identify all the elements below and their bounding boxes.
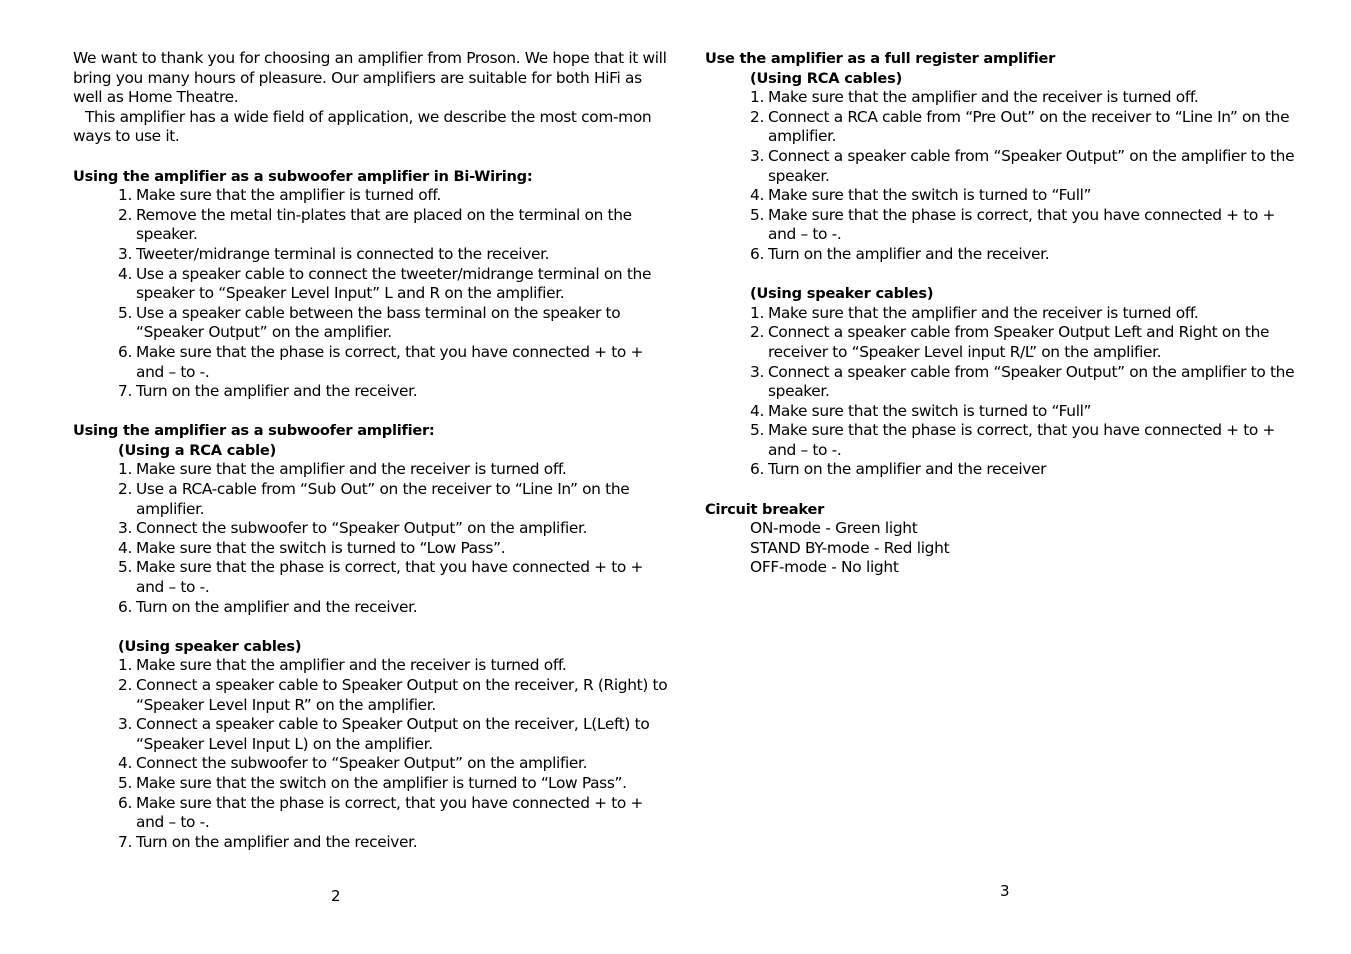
- step-item: [118, 186, 668, 206]
- step-number: 7.: [118, 832, 132, 851]
- step-number: 5.: [750, 421, 764, 440]
- step-text: Make sure that the switch is turned to “Low Pass”.: [136, 538, 506, 557]
- step-item: [118, 539, 668, 559]
- step-text: Make sure that the amplifier and the receiver is turned off.: [136, 460, 567, 479]
- step-number: 2.: [750, 323, 764, 342]
- step-text: Make sure that the phase is correct, that you have connected + to + and – to -.: [768, 205, 1276, 244]
- step-item: [750, 304, 1295, 324]
- step-number: 3.: [118, 519, 132, 538]
- step-text: Turn on the amplifier and the receiver.: [136, 597, 418, 616]
- step-item: [750, 402, 1295, 422]
- step-number: 3.: [118, 715, 132, 734]
- step-item: [118, 480, 668, 519]
- step-text: Connect a speaker cable from “Speaker Output” on the amplifier to the speaker.: [768, 362, 1295, 401]
- subwoofer-heading: Using the amplifier as a subwoofer amplifier:: [73, 422, 435, 440]
- step-text: Connect the subwoofer to “Speaker Output” on the amplifier.: [136, 754, 588, 773]
- step-item: [118, 598, 668, 618]
- subwoofer-rca-steps: [118, 460, 668, 617]
- circuit-breaker-modes: [750, 519, 1295, 578]
- intro: [73, 49, 668, 147]
- step-item: [118, 245, 668, 265]
- step-text: Connect a speaker cable to Speaker Output on the receiver, R (Right) to “Speaker Level Input R” on the amplifier.: [136, 676, 668, 714]
- step-text: Make sure that the switch is turned to “Full”: [768, 401, 1092, 420]
- step-item: [118, 304, 668, 343]
- full-register-heading: Use the amplifier as a full register amplifier: [705, 50, 1056, 67]
- step-number: 4.: [750, 401, 764, 420]
- step-item: [118, 676, 668, 715]
- step-number: 5.: [118, 303, 132, 322]
- step-item: [118, 206, 668, 245]
- step-number: 6.: [118, 342, 132, 361]
- step-number: 3.: [118, 244, 132, 263]
- step-number: 2.: [118, 205, 132, 224]
- step-item: [118, 656, 668, 676]
- step-item: [118, 382, 668, 402]
- step-item: [750, 363, 1295, 402]
- step-item: [118, 833, 668, 853]
- step-item: [118, 558, 668, 597]
- step-number: 6.: [750, 244, 764, 263]
- page-number-left: 2: [331, 887, 341, 905]
- step-text: Make sure that the phase is correct, that you have connected + to + and – to -.: [136, 793, 644, 832]
- step-text: Connect a speaker cable to Speaker Output on the receiver, L(Left) to “Speaker Level Input L) on the amplifier.: [136, 715, 650, 753]
- step-number: 3.: [750, 146, 764, 165]
- step-text: Make sure that the phase is correct, that you have connected + to + and – to -.: [768, 421, 1276, 459]
- subwoofer-speaker-steps: [118, 656, 668, 852]
- step-text: Use a speaker cable between the bass terminal on the speaker to “Speaker Output” on the amplifier.: [136, 303, 621, 342]
- step-number: 1.: [118, 656, 132, 675]
- step-number: 1.: [118, 186, 132, 205]
- page-number-right: 3: [1000, 882, 1010, 900]
- circuit-breaker-mode: ON-mode - Green light: [750, 519, 918, 538]
- step-text: Turn on the amplifier and the receiver.: [136, 832, 418, 851]
- full-speaker-steps: [750, 304, 1295, 480]
- step-number: 1.: [118, 460, 132, 479]
- step-number: 4.: [118, 264, 132, 283]
- step-number: 1.: [750, 303, 764, 322]
- step-text: Make sure that the amplifier and the receiver is turned off.: [768, 88, 1199, 107]
- step-number: 2.: [750, 107, 764, 126]
- biwiring-heading: Using the amplifier as a subwoofer amplifier in Bi-Wiring:: [73, 167, 533, 185]
- intro-paragraph: We want to thank you for choosing an amplifier from Proson. We hope that it will bring you many hours of pleasure. Our amplifiers are suitable for both HiFi as well as Home Theatre.: [73, 49, 667, 107]
- step-item: [118, 754, 668, 774]
- step-text: Make sure that the switch on the amplifier is turned to “Low Pass”.: [136, 773, 627, 792]
- step-text: Use a speaker cable to connect the tweeter/midrange terminal on the speaker to “Speaker Level Input” L and R on the amplifier.: [136, 264, 652, 303]
- full-rca-heading: (Using RCA cables): [750, 69, 903, 87]
- step-number: 1.: [750, 88, 764, 107]
- right-page: [705, 49, 1295, 578]
- step-item: [750, 147, 1295, 186]
- step-number: 3.: [750, 362, 764, 381]
- step-text: Make sure that the amplifier is turned off.: [136, 186, 441, 205]
- circuit-breaker-mode: OFF-mode - No light: [750, 558, 899, 577]
- step-item: [118, 774, 668, 794]
- step-item: [750, 108, 1295, 147]
- circuit-breaker-heading: Circuit breaker: [705, 500, 825, 518]
- step-text: Make sure that the phase is correct, that you have connected + to + and – to -.: [136, 342, 644, 381]
- step-item: [118, 794, 668, 833]
- full-speaker-heading: (Using speaker cables): [750, 285, 934, 303]
- step-text: Make sure that the amplifier and the receiver is turned off.: [136, 656, 567, 675]
- step-number: 6.: [118, 793, 132, 812]
- step-number: 6.: [118, 597, 132, 616]
- step-item: [118, 343, 668, 382]
- step-text: Connect a RCA cable from “Pre Out” on the receiver to “Line In” on the amplifier.: [768, 107, 1290, 146]
- step-text: Make sure that the amplifier and the receiver is turned off.: [768, 303, 1199, 322]
- step-number: 7.: [118, 382, 132, 401]
- step-number: 4.: [118, 538, 132, 557]
- intro-paragraph: This amplifier has a wide field of application, we describe the most com-mon ways to use it.: [73, 107, 652, 146]
- biwiring-steps: [118, 186, 668, 402]
- step-text: Turn on the amplifier and the receiver.: [768, 244, 1050, 263]
- subwoofer-speaker-heading: (Using speaker cables): [118, 637, 302, 655]
- step-number: 2.: [118, 480, 132, 499]
- step-text: Connect a speaker cable from Speaker Output Left and Right on the receiver to “Speaker Level input R/L” on the amplifier.: [768, 323, 1270, 361]
- step-text: Make sure that the phase is correct, that you have connected + to + and – to -.: [136, 558, 644, 597]
- step-text: Tweeter/midrange terminal is connected to the receiver.: [136, 244, 550, 263]
- step-number: 5.: [118, 558, 132, 577]
- step-number: 5.: [750, 205, 764, 224]
- step-number: 2.: [118, 676, 132, 694]
- step-item: [118, 265, 668, 304]
- step-item: [750, 88, 1295, 108]
- step-item: [750, 421, 1295, 460]
- step-item: [750, 206, 1295, 245]
- step-item: [750, 245, 1295, 265]
- step-item: [750, 460, 1295, 480]
- step-text: Make sure that the switch is turned to “Full”: [768, 186, 1092, 205]
- full-rca-steps: [750, 88, 1295, 264]
- step-text: Connect the subwoofer to “Speaker Output” on the amplifier.: [136, 519, 588, 538]
- step-text: Turn on the amplifier and the receiver: [768, 460, 1047, 479]
- step-number: 4.: [750, 186, 764, 205]
- step-text: Use a RCA-cable from “Sub Out” on the receiver to “Line In” on the amplifier.: [136, 480, 630, 518]
- step-item: [750, 323, 1295, 362]
- step-item: [118, 715, 668, 754]
- step-item: [118, 519, 668, 539]
- step-number: 5.: [118, 773, 132, 792]
- step-number: 4.: [118, 754, 132, 773]
- step-text: Turn on the amplifier and the receiver.: [136, 382, 418, 401]
- step-text: Remove the metal tin-plates that are placed on the terminal on the speaker.: [136, 205, 632, 244]
- step-number: 6.: [750, 460, 764, 479]
- step-item: [118, 460, 668, 480]
- left-page: [73, 49, 668, 852]
- step-text: Connect a speaker cable from “Speaker Output” on the amplifier to the speaker.: [768, 146, 1295, 185]
- step-item: [750, 186, 1295, 206]
- subwoofer-rca-heading: (Using a RCA cable): [118, 441, 277, 459]
- circuit-breaker-mode: STAND BY-mode - Red light: [750, 538, 950, 557]
